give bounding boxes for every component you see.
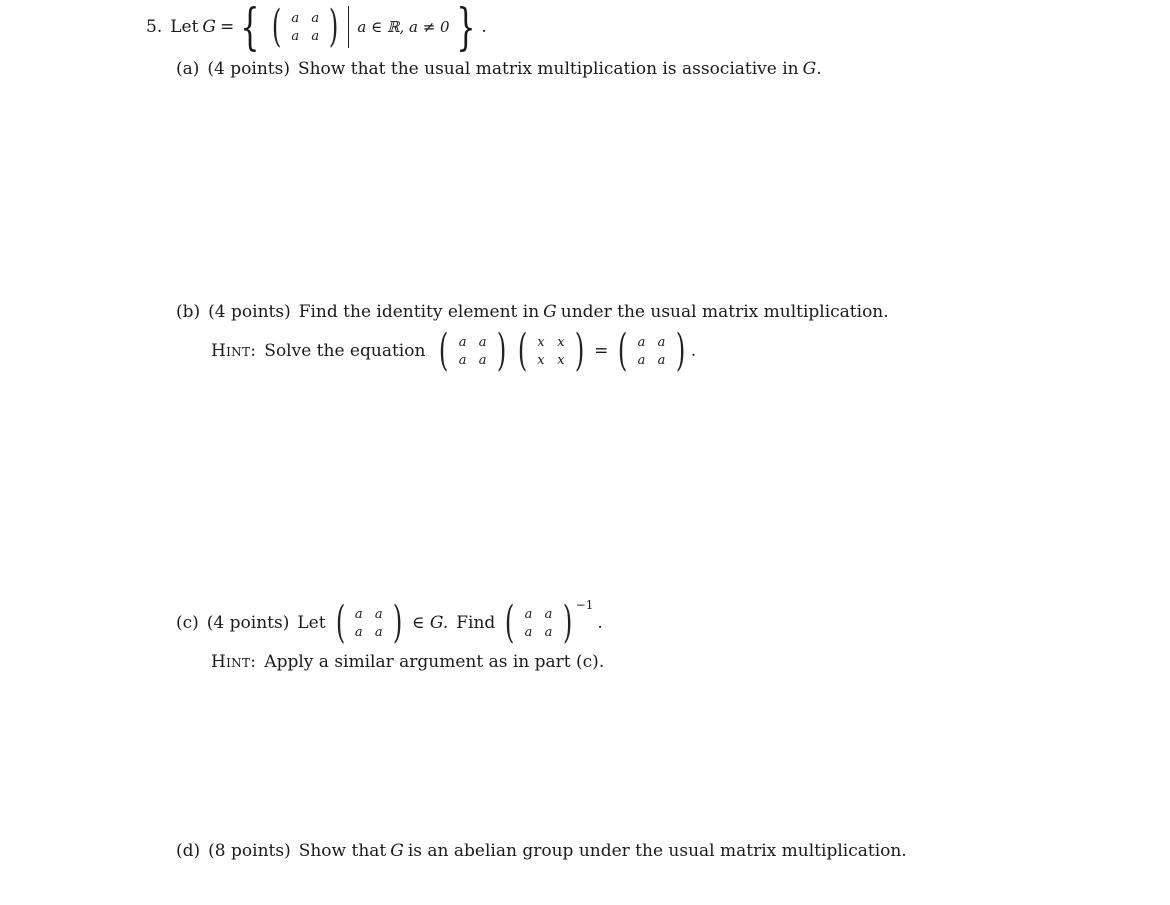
matrix-cell: a — [458, 334, 467, 350]
hint-label: Hint: — [211, 652, 257, 672]
hint-label: Hint: — [211, 341, 257, 361]
matrix-cell: x — [537, 334, 545, 350]
part-a-end: . — [816, 59, 822, 79]
matrix-cell: a — [291, 10, 300, 26]
part-c-inverse-matrix: ( a a a a ) — [505, 597, 572, 648]
part-d-points: (8 points) — [208, 841, 291, 861]
part-c-hint — [211, 651, 604, 673]
matrix-cell: x — [557, 352, 565, 368]
matrix-cell: a — [478, 352, 487, 368]
problem-statement — [146, 0, 487, 56]
part-c-matrix: ( a a a a ) — [335, 597, 403, 648]
statement-end: . — [481, 17, 487, 37]
matrix-cell: a — [374, 624, 383, 640]
part-c-points: (4 points) — [206, 613, 290, 633]
part-b-hint — [211, 325, 697, 376]
left-brace: { — [240, 0, 260, 56]
matrix-cell: a — [354, 606, 363, 622]
matrix-cell: x — [537, 352, 545, 368]
matrix-cell: a — [524, 606, 533, 622]
matrix-cell: a — [311, 28, 320, 44]
hint-text: Apply a similar argument as in part (c). — [264, 652, 605, 672]
part-c-let: Let — [297, 613, 326, 633]
matrix-cell: x — [557, 334, 565, 350]
part-b — [176, 301, 889, 323]
part-b-points: (4 points) — [208, 302, 291, 322]
matrix-cell: a — [544, 606, 553, 622]
part-c-label: (c) — [176, 613, 199, 633]
hint-equals: = — [594, 341, 609, 361]
matrix-cell: a — [478, 334, 487, 350]
part-d-text-after: is an abelian group under the usual matrix multiplication. — [407, 841, 907, 861]
matrix-cell: a — [637, 334, 646, 350]
part-b-label: (b) — [176, 302, 201, 322]
hint-text: Solve the equation — [264, 341, 426, 361]
hint-matrix-x: ( x x x x ) — [517, 325, 585, 376]
part-a-text: Show that the usual matrix multiplication is associative in — [297, 59, 799, 79]
part-c-end: . — [597, 613, 603, 633]
matrix-cell: a — [374, 606, 383, 622]
part-b-var: G — [543, 302, 557, 322]
right-brace: } — [455, 0, 476, 56]
part-c-find: Find — [456, 613, 496, 633]
part-d — [176, 840, 907, 862]
matrix-cell: a — [637, 352, 646, 368]
matrix-cell: a — [657, 334, 666, 350]
part-a-points: (4 points) — [207, 59, 290, 79]
equals-sign: = — [220, 17, 235, 37]
matrix-cell: a — [291, 28, 300, 44]
let-word: Let — [170, 17, 199, 37]
part-a-var: G — [802, 59, 817, 79]
matrix-cell: a — [544, 624, 553, 640]
part-d-text: Show that — [298, 841, 387, 861]
matrix-cell: a — [524, 624, 533, 640]
part-d-var: G — [390, 841, 404, 861]
matrix-cell: a — [657, 352, 666, 368]
matrix-cell: a — [354, 624, 363, 640]
such-that-bar — [348, 6, 349, 48]
part-c — [176, 598, 603, 648]
part-d-label: (d) — [176, 841, 201, 861]
part-b-text: Find the identity element in — [298, 302, 540, 322]
hint-matrix-result: ( a a a a ) — [618, 325, 685, 376]
part-b-text-after: under the usual matrix multiplication. — [560, 302, 889, 322]
set-variable: G — [202, 17, 217, 37]
part-a-label: (a) — [176, 59, 200, 79]
set-condition: a ∈ ℝ, a ≠ 0 — [357, 18, 450, 36]
part-a — [176, 58, 822, 80]
matrix-cell: a — [458, 352, 467, 368]
set-matrix: ( a a a a ) — [271, 1, 339, 52]
problem-number: 5. — [146, 17, 163, 37]
matrix-cell: a — [311, 10, 320, 26]
hint-end: . — [690, 341, 697, 361]
part-c-in-g: ∈ G. — [411, 613, 449, 633]
inverse-exponent: −1 — [575, 598, 594, 612]
hint-matrix-a: ( a a a a ) — [439, 325, 506, 376]
